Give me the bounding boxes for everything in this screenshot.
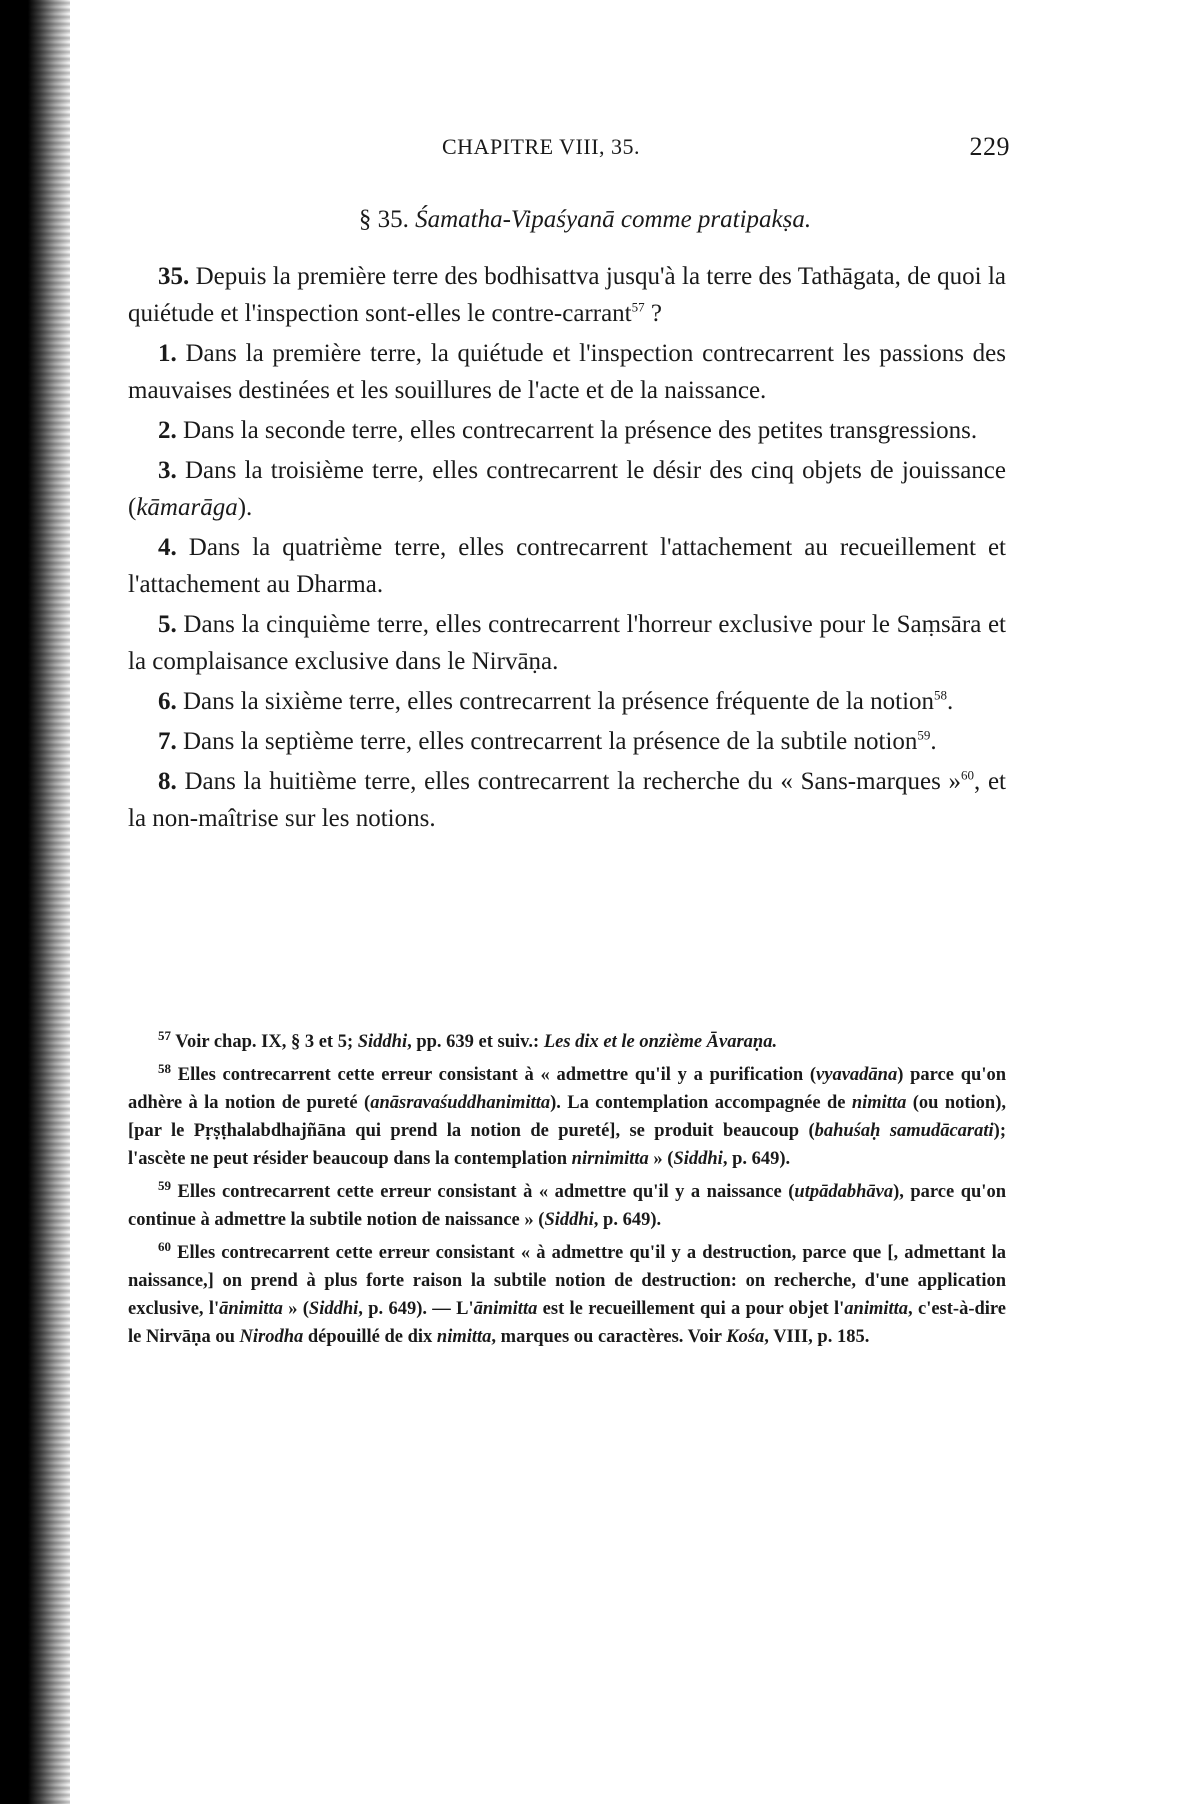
footnote-ref: 60 <box>961 767 975 783</box>
footnote-text: ) parce qu'on adhère à la notion de pureté ( <box>128 1065 1006 1113</box>
footnote-italic: Kośa <box>726 1327 765 1347</box>
paragraph-number: 5. <box>158 611 184 638</box>
paragraph-number: 4. <box>158 534 189 561</box>
paragraph <box>128 683 1006 720</box>
paragraph-text: Dans la septième terre, elles contrecarrent la présence de la subtile notion <box>183 728 918 755</box>
paragraph-number: 1. <box>158 340 186 367</box>
paragraph-tail: , et la non-maîtrise sur les notions. <box>128 768 1006 832</box>
footnote <box>128 1239 1006 1351</box>
footnote-text: , marques ou caractères. Voir <box>491 1327 727 1347</box>
section-title-text: Śamatha-Vipaśyanā comme pratipakṣa. <box>415 206 812 233</box>
footnote <box>128 1028 1006 1056</box>
footnote-text: ); l'ascète ne peut résider beaucoup dans la contemplation <box>128 1121 1006 1169</box>
paragraph <box>128 529 1006 603</box>
paragraph <box>128 258 1006 332</box>
paragraph-number: 7. <box>158 728 183 755</box>
footnote-ref: 58 <box>934 687 948 703</box>
paragraph-text: Dans la sixième terre, elles contrecarrent la présence fréquente de la notion <box>183 688 935 715</box>
paragraph-tail: ? <box>644 300 662 327</box>
footnote-text: , VIII, p. 185. <box>764 1327 870 1347</box>
footnote-text: Voir chap. IX, § 3 et 5; <box>171 1032 358 1052</box>
footnote-italic: nimitta <box>436 1327 492 1347</box>
paragraph-text: Dans la huitième terre, elles contrecarrent la recherche du « Sans-marques » <box>184 768 962 795</box>
book-binding-edge <box>0 0 70 1804</box>
footnote-ref: 57 <box>631 299 645 315</box>
paragraph-text: Dans la seconde terre, elles contrecarrent la présence des petites transgressions. <box>183 417 978 444</box>
footnote-italic: animitta <box>844 1299 909 1319</box>
main-text <box>128 258 1006 837</box>
running-head <box>130 128 1010 164</box>
paragraph <box>128 412 1006 449</box>
paragraph-tail: . <box>947 688 954 715</box>
footnote-italic: Siddhi <box>308 1299 359 1319</box>
footnote-italic: vyavadāna <box>816 1065 898 1085</box>
paragraph-text: Dans la troisième terre, elles contrecarrent le désir des cinq objets de jouissance ( <box>128 457 1006 521</box>
footnote-italic: anāsravaśuddhanimitta <box>370 1093 551 1113</box>
section-prefix: § 35. <box>358 206 409 233</box>
paragraph <box>128 763 1006 837</box>
paragraph-tail: . <box>930 728 937 755</box>
footnote-text: est le recueillement qui a pour objet l' <box>537 1299 845 1319</box>
footnote-text: , p. 649). <box>722 1149 791 1169</box>
paragraph-number: 3. <box>158 457 185 484</box>
paragraph-text: ). <box>237 494 253 521</box>
paragraph-text: Dans la première terre, la quiétude et l'inspection contrecarrent les passions des mauvaises destinées et les souillures de l'acte et de la naissance. <box>128 340 1007 404</box>
footnotes <box>128 1028 1006 1356</box>
footnote-italic: nimitta <box>851 1093 907 1113</box>
footnote-mark: 58 <box>158 1060 171 1076</box>
page-number: 229 <box>969 132 1010 161</box>
paragraph <box>128 335 1006 409</box>
footnote-italic: Siddhi <box>357 1032 408 1052</box>
paragraph-text: Depuis la première terre des bodhisattva jusqu'à la terre des Tathāgata, de quoi la quiétude et l'inspection sont-elles le contre-carrant <box>128 263 1007 327</box>
paragraph <box>128 606 1006 680</box>
footnote-italic: ānimitta <box>473 1299 538 1319</box>
footnote-italic: Les dix et le onzième Āvaraṇa. <box>543 1032 778 1052</box>
footnote-italic: nirnimitta <box>571 1149 649 1169</box>
footnote-mark: 60 <box>158 1238 171 1254</box>
footnote-ref: 59 <box>917 727 931 743</box>
footnote-text: Elles contrecarrent cette erreur consistant à « admettre qu'il y a purification ( <box>171 1065 817 1085</box>
footnote-italic: Siddhi <box>544 1210 594 1230</box>
footnote-italic: utpādabhāva <box>794 1182 894 1202</box>
chapter-title: CHAPITRE VIII, 35. <box>442 134 641 159</box>
paragraph-text: Dans la cinquième terre, elles contrecarrent l'horreur exclusive pour le Saṃsāra et la complaisance exclusive dans le Nirvāṇa. <box>128 611 1007 675</box>
paragraph-number: 35. <box>158 263 196 290</box>
paragraph <box>128 723 1006 760</box>
footnote-text: (ou notion), [par le Pṛṣṭhalabdhajñāna qui prend la notion de pureté], se produit beaucoup ( <box>128 1093 1006 1141</box>
footnote-text: , p. 649). — L' <box>358 1299 474 1319</box>
footnote-text: dépouillé de dix <box>303 1327 437 1347</box>
footnote-text: ), parce qu'on continue à admettre la subtile notion de naissance » ( <box>128 1182 1006 1230</box>
paragraph-number: 8. <box>158 768 185 795</box>
footnote-mark: 59 <box>158 1177 171 1193</box>
paragraph-number: 6. <box>158 688 183 715</box>
footnote-text: Elles contrecarrent cette erreur consistant « à admettre qu'il y a destruction, parce que [, admettant la naissance,] on prend à plus forte raison la subtile notion de destruction: on recherche, d'une application exclusive, l' <box>128 1243 1006 1319</box>
footnote <box>128 1061 1006 1173</box>
footnote-text: ). La contemplation accompagnée de <box>550 1093 852 1113</box>
footnote-italic: bahuśaḥ samudācarati <box>814 1121 994 1141</box>
footnote-italic: Nirodha <box>239 1327 304 1347</box>
footnote-italic: ānimitta <box>219 1299 283 1319</box>
paragraph <box>128 452 1006 526</box>
footnote-text: » ( <box>648 1149 674 1169</box>
footnote <box>128 1178 1006 1234</box>
footnote-mark: 57 <box>158 1027 171 1043</box>
paragraph-italic: kāmarāga <box>136 494 238 521</box>
paragraph-number: 2. <box>158 417 183 444</box>
footnote-text: , p. 649). <box>593 1210 662 1230</box>
footnote-text: Elles contrecarrent cette erreur consistant à « admettre qu'il y a naissance ( <box>171 1182 795 1202</box>
footnote-italic: Siddhi <box>673 1149 723 1169</box>
paragraph-text: Dans la quatrième terre, elles contrecarrent l'attachement au recueillement et l'attachement au Dharma. <box>128 534 1006 598</box>
footnote-text: » ( <box>282 1299 309 1319</box>
footnote-text: , pp. 639 et suiv.: <box>407 1032 544 1052</box>
footnote-text: , c'est-à-dire le Nirvāṇa ou <box>128 1299 1006 1347</box>
section-heading <box>130 206 1010 234</box>
